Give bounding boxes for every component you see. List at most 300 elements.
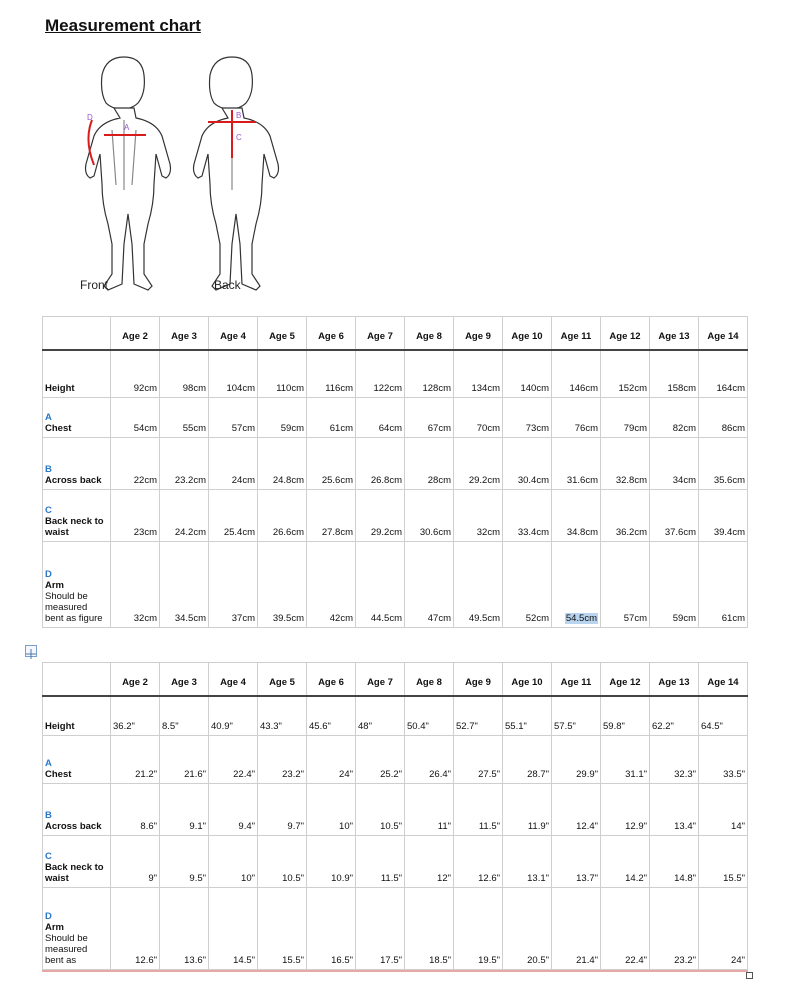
front-label: Front xyxy=(80,278,109,292)
cell-value: 37.6cm xyxy=(664,527,696,538)
row-note: Should be measured bent as figure xyxy=(45,591,103,624)
cell-value: 55.1" xyxy=(505,721,527,732)
table-cell[interactable] xyxy=(650,398,699,438)
table-cell[interactable] xyxy=(258,696,307,736)
table-cell[interactable] xyxy=(650,542,699,628)
cell-value: 122cm xyxy=(373,383,402,394)
cell-value: 24.2cm xyxy=(174,527,206,538)
table-cell[interactable] xyxy=(307,542,356,628)
cell-value: 14.5" xyxy=(233,955,255,966)
row-letter: C xyxy=(45,505,52,516)
cell-value: 79cm xyxy=(623,423,647,434)
table-cell[interactable] xyxy=(699,398,748,438)
table-cell[interactable] xyxy=(160,350,209,398)
cell-value: 12.6" xyxy=(478,873,500,884)
row-label xyxy=(43,542,111,628)
cell-value: 34cm xyxy=(672,475,696,486)
table-cell[interactable] xyxy=(405,736,454,784)
cell-value: 32cm xyxy=(133,613,157,624)
row-label xyxy=(43,784,111,836)
selected-cell-value: 54.5cm xyxy=(565,613,597,624)
table-cell[interactable] xyxy=(454,888,503,970)
cell-value: 13.6" xyxy=(184,955,206,966)
table-cell[interactable] xyxy=(258,784,307,836)
cell-value: 15.5" xyxy=(282,955,304,966)
cell-value: 82cm xyxy=(672,423,696,434)
table-cell[interactable] xyxy=(209,784,258,836)
table-cell[interactable] xyxy=(454,398,503,438)
age-header-cell: Age 11 xyxy=(552,317,601,350)
row-label xyxy=(43,696,111,736)
table-cell[interactable] xyxy=(699,888,748,970)
row-name: Arm xyxy=(45,922,65,933)
row-letter: D xyxy=(45,911,52,922)
table-cell[interactable] xyxy=(160,542,209,628)
cell-value: 17.5" xyxy=(380,955,402,966)
table-cell[interactable] xyxy=(405,836,454,888)
cell-value: 12.4" xyxy=(576,821,598,832)
cell-value: 21.4" xyxy=(576,955,598,966)
cell-value: 43.3" xyxy=(260,721,282,732)
age-header-cell: Age 12 xyxy=(601,317,650,350)
cell-value: 45.6" xyxy=(309,721,331,732)
table-cell[interactable] xyxy=(601,784,650,836)
cell-value: 23.2" xyxy=(674,955,696,966)
table-cell[interactable] xyxy=(209,836,258,888)
table-cell[interactable] xyxy=(405,542,454,628)
age-header-cell: Age 4 xyxy=(209,317,258,350)
cell-value: 25.6cm xyxy=(321,475,353,486)
age-header-cell: Age 7 xyxy=(356,317,405,350)
table-row-arm xyxy=(43,542,748,628)
table-cell[interactable] xyxy=(405,350,454,398)
table-cell[interactable] xyxy=(552,350,601,398)
table-cell[interactable] xyxy=(503,438,552,490)
table-cell[interactable] xyxy=(405,888,454,970)
age-header-cell: Age 8 xyxy=(405,317,454,350)
cell-value: 24cm xyxy=(231,475,255,486)
table-cell[interactable] xyxy=(307,888,356,970)
table-cell[interactable] xyxy=(111,350,160,398)
age-header-cell: Age 7 xyxy=(356,663,405,696)
table-cell[interactable] xyxy=(405,398,454,438)
table-cell[interactable] xyxy=(307,784,356,836)
table-cell[interactable] xyxy=(601,398,650,438)
table-cell[interactable] xyxy=(307,696,356,736)
cell-value: 21.2" xyxy=(135,769,157,780)
cell-value: 14.8" xyxy=(674,873,696,884)
table-cell[interactable] xyxy=(307,836,356,888)
cell-value: 10.9" xyxy=(331,873,353,884)
table-cell[interactable] xyxy=(601,542,650,628)
age-header-cell: Age 6 xyxy=(307,663,356,696)
table-cell[interactable] xyxy=(552,438,601,490)
table-cell[interactable] xyxy=(650,784,699,836)
table-cell[interactable] xyxy=(209,888,258,970)
cell-value: 57.5" xyxy=(554,721,576,732)
corner-cell xyxy=(43,317,111,350)
table-cell[interactable] xyxy=(699,696,748,736)
age-header-cell: Age 8 xyxy=(405,663,454,696)
table-cell[interactable] xyxy=(209,398,258,438)
child-figures-illustration xyxy=(62,50,302,300)
cell-value: 64.5" xyxy=(701,721,723,732)
cell-value: 29.9" xyxy=(576,769,598,780)
table-cell[interactable] xyxy=(699,490,748,542)
cell-value: 32.8cm xyxy=(615,475,647,486)
table-cell[interactable] xyxy=(699,836,748,888)
cell-value: 61cm xyxy=(721,613,745,624)
cell-value: 26.8cm xyxy=(370,475,402,486)
cell-value: 52.7" xyxy=(456,721,478,732)
cell-value: 8.5" xyxy=(162,721,179,732)
table-row-chest xyxy=(43,736,748,784)
age-header-cell: Age 14 xyxy=(699,663,748,696)
cell-value: 29.2cm xyxy=(370,527,402,538)
table-cell[interactable] xyxy=(552,490,601,542)
cell-value: 116cm xyxy=(325,383,353,394)
cell-value: 52cm xyxy=(525,613,549,624)
cell-value: 23.2" xyxy=(282,769,304,780)
cell-value: 42cm xyxy=(329,613,353,624)
cell-value: 10.5" xyxy=(380,821,402,832)
cell-value: 55cm xyxy=(182,423,206,434)
cell-value: 34.5cm xyxy=(174,613,206,624)
table-cell[interactable] xyxy=(209,736,258,784)
cell-value: 12.9" xyxy=(625,821,647,832)
row-name: Chest xyxy=(45,423,72,434)
cell-value: 12.6" xyxy=(135,955,157,966)
table-cell[interactable] xyxy=(111,836,160,888)
row-name: Arm xyxy=(45,580,65,591)
table-cell[interactable] xyxy=(258,350,307,398)
cell-value: 62.2" xyxy=(652,721,674,732)
row-label xyxy=(43,438,111,490)
table-cell[interactable] xyxy=(111,888,160,970)
cell-value: 37cm xyxy=(231,613,255,624)
cell-value: 31.6cm xyxy=(566,475,598,486)
age-header-cell: Age 5 xyxy=(258,663,307,696)
table-cell[interactable] xyxy=(552,696,601,736)
table-cell[interactable] xyxy=(160,836,209,888)
age-header-cell: Age 2 xyxy=(111,663,160,696)
row-letter: B xyxy=(45,464,52,475)
cell-value: 13.1" xyxy=(527,873,549,884)
cell-value: 9.1" xyxy=(189,821,206,832)
cell-value: 13.4" xyxy=(674,821,696,832)
table-cell[interactable] xyxy=(356,696,405,736)
table-cell[interactable] xyxy=(160,490,209,542)
cell-value: 57cm xyxy=(231,423,255,434)
table-cell[interactable] xyxy=(503,398,552,438)
table-cell[interactable] xyxy=(601,696,650,736)
table-cell[interactable] xyxy=(111,398,160,438)
table-cell[interactable] xyxy=(454,350,503,398)
table-cell[interactable] xyxy=(160,398,209,438)
table-cell[interactable] xyxy=(601,888,650,970)
table-cell[interactable] xyxy=(356,542,405,628)
row-letter: A xyxy=(45,412,52,423)
cell-value: 30.6cm xyxy=(419,527,451,538)
table-cell[interactable] xyxy=(552,736,601,784)
table-cell[interactable] xyxy=(160,696,209,736)
table-row-back-neck-to-waist xyxy=(43,836,748,888)
age-header-cell: Age 4 xyxy=(209,663,258,696)
table-row-across-back xyxy=(43,784,748,836)
cell-value: 28.7" xyxy=(527,769,549,780)
row-letter: D xyxy=(45,569,52,580)
row-label xyxy=(43,490,111,542)
table-move-handle-icon[interactable] xyxy=(25,645,37,657)
cell-value: 22cm xyxy=(133,475,157,486)
row-name: Back neck to waist xyxy=(45,862,104,884)
cell-value: 10" xyxy=(339,821,353,832)
table-cell[interactable] xyxy=(454,696,503,736)
cell-value: 164cm xyxy=(716,383,745,394)
cell-value: 20.5" xyxy=(527,955,549,966)
marker-c: C xyxy=(236,133,242,142)
row-name: Across back xyxy=(45,821,102,832)
cell-value: 9.4" xyxy=(238,821,255,832)
table-cell[interactable] xyxy=(160,736,209,784)
table-cell[interactable] xyxy=(111,438,160,490)
age-header-cell: Age 9 xyxy=(454,663,503,696)
cell-value: 86cm xyxy=(721,423,745,434)
table-cell[interactable] xyxy=(552,398,601,438)
cell-value: 16.5" xyxy=(331,955,353,966)
cell-value: 59cm xyxy=(672,613,696,624)
cell-value: 54cm xyxy=(133,423,157,434)
table-cell[interactable] xyxy=(307,350,356,398)
cell-value: 59.8" xyxy=(603,721,625,732)
table-cell[interactable] xyxy=(503,350,552,398)
age-header-cell: Age 6 xyxy=(307,317,356,350)
table-cell[interactable] xyxy=(650,350,699,398)
table-cell[interactable] xyxy=(111,736,160,784)
table-cell[interactable] xyxy=(699,542,748,628)
back-label: Back xyxy=(214,278,241,292)
cell-value: 31.1" xyxy=(625,769,647,780)
cell-value: 40.9" xyxy=(211,721,233,732)
age-header-cell: Age 10 xyxy=(503,663,552,696)
row-label xyxy=(43,888,111,970)
metric-measurement-table xyxy=(42,316,748,628)
age-header-cell: Age 9 xyxy=(454,317,503,350)
table-cell[interactable] xyxy=(258,836,307,888)
table-cell[interactable] xyxy=(601,836,650,888)
cell-value: 140cm xyxy=(520,383,549,394)
table-cell[interactable] xyxy=(356,398,405,438)
row-label xyxy=(43,398,111,438)
table-cell[interactable] xyxy=(601,350,650,398)
cell-value: 26.4" xyxy=(429,769,451,780)
table-cell[interactable] xyxy=(405,696,454,736)
table-cell[interactable] xyxy=(307,490,356,542)
cell-value: 24.8cm xyxy=(272,475,304,486)
cell-value: 98cm xyxy=(182,383,206,394)
cell-value: 30.4cm xyxy=(517,475,549,486)
table-cell[interactable] xyxy=(650,836,699,888)
table-cell[interactable] xyxy=(209,350,258,398)
table-cell[interactable] xyxy=(454,490,503,542)
age-header-cell: Age 3 xyxy=(160,663,209,696)
table-cell[interactable] xyxy=(650,696,699,736)
row-label xyxy=(43,736,111,784)
table-cell[interactable] xyxy=(209,490,258,542)
table-cell[interactable] xyxy=(356,490,405,542)
table-cell[interactable] xyxy=(650,438,699,490)
row-note: Should be measured bent as xyxy=(45,933,88,966)
cell-value: 44.5cm xyxy=(370,613,402,624)
page-title: Measurement chart xyxy=(45,16,201,35)
table-cell[interactable] xyxy=(111,696,160,736)
table-cell[interactable] xyxy=(111,784,160,836)
age-header-cell: Age 13 xyxy=(650,317,699,350)
table-cell[interactable] xyxy=(503,490,552,542)
table-cell[interactable] xyxy=(650,888,699,970)
cell-value: 104cm xyxy=(226,383,255,394)
table-row-back-neck-to-waist xyxy=(43,490,748,542)
table-cell[interactable] xyxy=(356,784,405,836)
cell-value: 61cm xyxy=(329,423,353,434)
table-cell[interactable] xyxy=(405,438,454,490)
cell-value: 9" xyxy=(148,873,157,884)
row-name: Across back xyxy=(45,475,102,486)
cell-value: 110cm xyxy=(276,383,304,394)
row-name: Height xyxy=(45,383,75,394)
table-cell[interactable] xyxy=(601,438,650,490)
table-cell[interactable] xyxy=(699,784,748,836)
table-cell[interactable] xyxy=(356,836,405,888)
table-cell[interactable] xyxy=(111,490,160,542)
table-cell[interactable] xyxy=(307,736,356,784)
table-cell[interactable] xyxy=(258,542,307,628)
table-row-arm xyxy=(43,888,748,970)
table-cell[interactable] xyxy=(209,542,258,628)
cell-value: 25.4cm xyxy=(223,527,255,538)
front-figure xyxy=(86,57,171,290)
table-cell[interactable] xyxy=(454,438,503,490)
table-cell[interactable] xyxy=(503,736,552,784)
row-label xyxy=(43,350,111,398)
table-cell[interactable] xyxy=(503,836,552,888)
table-cell[interactable] xyxy=(699,438,748,490)
cell-value: 22.4" xyxy=(233,769,255,780)
table-cell[interactable] xyxy=(552,784,601,836)
table-cell[interactable] xyxy=(307,438,356,490)
cell-value: 11.5" xyxy=(478,821,500,832)
cell-value: 34.8cm xyxy=(566,527,598,538)
table-cell[interactable] xyxy=(258,398,307,438)
marker-b: B xyxy=(236,111,242,120)
imperial-measurement-table xyxy=(42,662,748,970)
table-cell[interactable] xyxy=(405,784,454,836)
table-cell[interactable] xyxy=(356,350,405,398)
table-cell[interactable] xyxy=(160,888,209,970)
table-cell[interactable] xyxy=(503,696,552,736)
table-cell[interactable] xyxy=(552,836,601,888)
cell-value: 35.6cm xyxy=(713,475,745,486)
table-cell[interactable] xyxy=(160,438,209,490)
cell-value: 64cm xyxy=(378,423,402,434)
table-cell[interactable] xyxy=(552,542,601,628)
table-cell[interactable] xyxy=(160,784,209,836)
table-cell[interactable] xyxy=(258,736,307,784)
cell-value: 39.5cm xyxy=(272,613,304,624)
table-cell[interactable] xyxy=(552,888,601,970)
cell-value: 23.2cm xyxy=(174,475,206,486)
cell-value: 11.9" xyxy=(527,821,549,832)
cell-value: 39.4cm xyxy=(713,527,745,538)
table-cell[interactable] xyxy=(650,736,699,784)
table-cell[interactable] xyxy=(454,542,503,628)
table-cell[interactable] xyxy=(258,438,307,490)
age-header-cell: Age 3 xyxy=(160,317,209,350)
table-cell[interactable] xyxy=(258,888,307,970)
cell-value: 15.5" xyxy=(723,873,745,884)
table-cell[interactable] xyxy=(503,784,552,836)
cell-value: 10.5" xyxy=(282,873,304,884)
row-name: Height xyxy=(45,721,75,732)
cell-value: 19.5" xyxy=(478,955,500,966)
table-cell[interactable] xyxy=(307,398,356,438)
table-cell[interactable] xyxy=(209,438,258,490)
cell-value: 92cm xyxy=(133,383,157,394)
table-cell[interactable] xyxy=(356,736,405,784)
cell-value: 73cm xyxy=(525,423,549,434)
corner-cell xyxy=(43,663,111,696)
table-resize-handle[interactable] xyxy=(746,972,753,979)
cell-value: 18.5" xyxy=(429,955,451,966)
cell-value: 9.7" xyxy=(287,821,304,832)
cell-value: 11" xyxy=(437,821,451,832)
table-cell[interactable] xyxy=(601,736,650,784)
table-cell[interactable] xyxy=(650,490,699,542)
age-header-cell: Age 2 xyxy=(111,317,160,350)
table-bottom-rule xyxy=(42,970,748,972)
cell-value: 8.6" xyxy=(140,821,157,832)
table-cell[interactable] xyxy=(503,888,552,970)
table-cell[interactable] xyxy=(356,438,405,490)
age-header-cell: Age 11 xyxy=(552,663,601,696)
cell-value: 67cm xyxy=(427,423,451,434)
table-cell[interactable] xyxy=(209,696,258,736)
table-cell[interactable] xyxy=(699,350,748,398)
measurement-figures xyxy=(62,50,302,300)
cell-value: 29.2cm xyxy=(468,475,500,486)
table-cell[interactable] xyxy=(111,542,160,628)
cell-value: 36.2" xyxy=(113,721,135,732)
cell-value: 33.5" xyxy=(723,769,745,780)
table-cell[interactable] xyxy=(454,736,503,784)
cell-value: 158cm xyxy=(667,383,696,394)
table-row-chest xyxy=(43,398,748,438)
table-cell[interactable] xyxy=(699,736,748,784)
table-cell[interactable] xyxy=(356,888,405,970)
table-cell[interactable] xyxy=(503,542,552,628)
table-cell[interactable] xyxy=(601,490,650,542)
age-header-cell: Age 10 xyxy=(503,317,552,350)
cell-value: 33.4cm xyxy=(517,527,549,538)
cell-value: 59cm xyxy=(280,423,304,434)
table-cell[interactable] xyxy=(405,490,454,542)
table-cell[interactable] xyxy=(454,836,503,888)
cell-value: 134cm xyxy=(471,383,500,394)
cell-value: 23cm xyxy=(133,527,157,538)
table-cell[interactable] xyxy=(258,490,307,542)
cell-value: 70cm xyxy=(476,423,500,434)
table-cell[interactable] xyxy=(454,784,503,836)
